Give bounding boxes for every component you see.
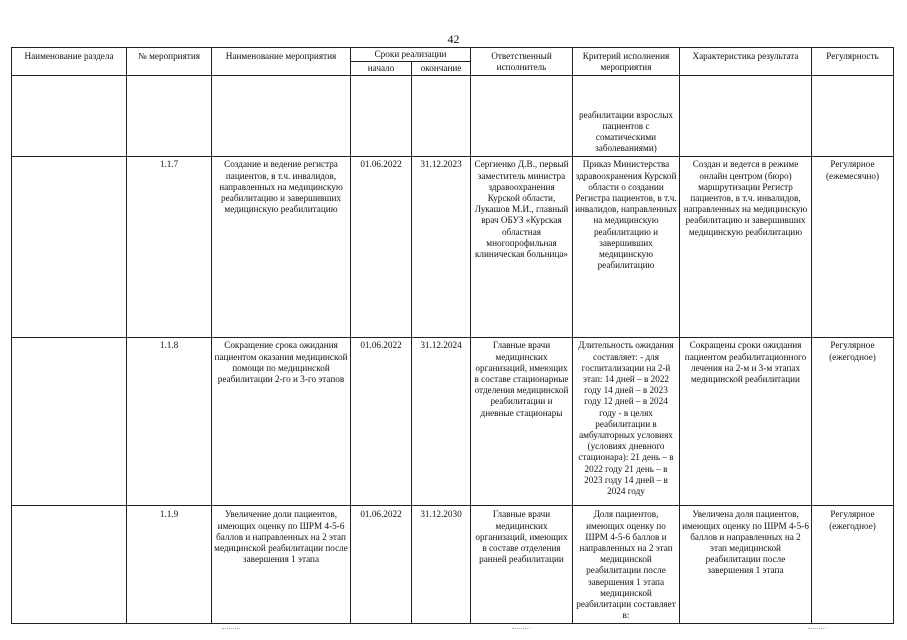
cell-criterion: Приказ Министерства здравоохранения Курской области о создании Регистра пациентов, в т.ч. инвалидов, направленных на медицинскую реабилитацию и завершивших медицинскую реабилитацию	[573, 157, 680, 338]
cell-responsible	[471, 76, 573, 157]
cell-result: Сокращены сроки ожидания пациентом реабилитационного лечения на 2-м и 3-м этапах медицинской реабилитации	[680, 338, 812, 506]
page-number: 42	[447, 32, 460, 46]
cell-name: Создание и ведение регистра пациентов, в т.ч. инвалидов, направленных на медицинскую реабилитацию и завершивших медицинскую реабилитацию	[212, 157, 351, 338]
cell-responsible: Главные врачи медицинских организаций, имеющих в составе отделения ранней реабилитации	[471, 506, 573, 624]
table-row	[12, 157, 894, 338]
cell-num: 1.1.7	[127, 157, 212, 338]
cell-criterion: Доля пациентов, имеющих оценку по ШРМ 4-5-6 баллов и направленных на 2 этап медицинской реабилитации после завершения 1 этапа медицинской реабилитации составляет в:	[573, 506, 680, 624]
cell-num: 1.1.8	[127, 338, 212, 506]
cell-section	[12, 338, 127, 506]
cell-name: Увеличение доли пациентов, имеющих оценку по ШРМ 4-5-6 баллов и направленных на 2 этап медицинской реабилитации после завершения 1 этапа	[212, 506, 351, 624]
cell-criterion: Длительность ожидания составляет: - для госпитализации на 2-й этап: 14 дней – в 2022 году 14 дней – в 2023 году 12 дней – в 2024 году - в целях реабилитации в амбулаторных условиях (условиях дневного стационара): 21 день – в 2022 году 21 день – в 2023 году 14 дней – в 2024 году	[573, 338, 680, 506]
cell-start: 01.06.2022	[351, 157, 412, 338]
cell-end: 31.12.2023	[412, 157, 471, 338]
activities-table	[11, 47, 894, 624]
cell-end: 31.12.2024	[412, 338, 471, 506]
header-start: начало	[351, 62, 412, 76]
cell-result: Увеличена доля пациентов, имеющих оценку по ШРМ 4-5-6 баллов и направленных на 2 этап медицинской реабилитации после завершения 1 этапа	[680, 506, 812, 624]
cell-criterion: реабилитации взрослых пациентов с соматическими заболеваниями)	[573, 76, 680, 157]
table-row	[12, 506, 894, 624]
cell-num: 1.1.9	[127, 506, 212, 624]
header-name: Наименование мероприятия	[212, 48, 351, 76]
header-section: Наименование раздела	[12, 48, 127, 76]
table-row	[12, 76, 894, 157]
cell-start: 01.06.2022	[351, 506, 412, 624]
cell-start: 01.06.2022	[351, 338, 412, 506]
cell-regularity: Регулярное (ежегодное)	[812, 506, 894, 624]
header-terms: Сроки реализации	[351, 48, 471, 62]
cell-end	[412, 76, 471, 157]
scan-artifact	[222, 628, 240, 633]
header-regularity: Регулярность	[812, 48, 894, 76]
cell-regularity	[812, 76, 894, 157]
cell-num	[127, 76, 212, 157]
cell-name: Сокращение срока ожидания пациентом оказания медицинской помощи по медицинской реабилитации 2-го и 3-го этапов	[212, 338, 351, 506]
header-criterion: Критерий исполнения мероприятия	[573, 48, 680, 76]
cell-regularity: Регулярное (ежемесячно)	[812, 157, 894, 338]
cell-responsible: Главные врачи медицинских организаций, имеющих в составе стационарные отделения медицинской реабилитации и дневные стационары	[471, 338, 573, 506]
scan-artifact	[808, 628, 826, 633]
cell-start	[351, 76, 412, 157]
cell-result: Создан и ведется в режиме онлайн центром (бюро) маршрутизации Регистр пациентов, в т.ч. инвалидов, направленных на медицинскую реабилитацию и завершивших медицинскую реабилитацию	[680, 157, 812, 338]
header-result: Характеристика результата	[680, 48, 812, 76]
cell-result	[680, 76, 812, 157]
scan-artifact	[512, 628, 530, 633]
cell-section	[12, 506, 127, 624]
cell-responsible: Сергиенко Д.В., первый заместитель министра здравоохранения Курской области, Лукашов М.И., главный врач ОБУЗ «Курская областная многопрофильная клиническая больница»	[471, 157, 573, 338]
cell-section	[12, 76, 127, 157]
table-row	[12, 338, 894, 506]
cell-end: 31.12.2030	[412, 506, 471, 624]
header-end: окончание	[412, 62, 471, 76]
header-responsible: Ответственный исполнитель	[471, 48, 573, 76]
cell-section	[12, 157, 127, 338]
header-num: № мероприятия	[127, 48, 212, 76]
cell-name	[212, 76, 351, 157]
cell-regularity: Регулярное (ежегодное)	[812, 338, 894, 506]
